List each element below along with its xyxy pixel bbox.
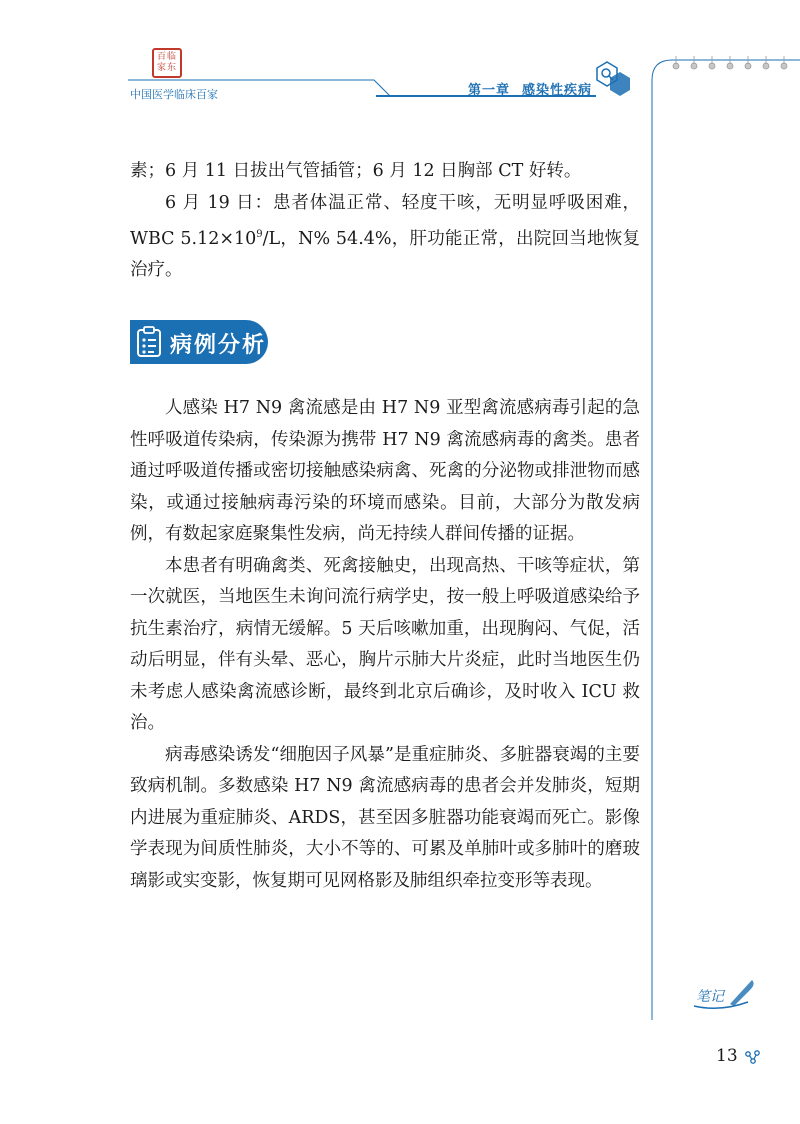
discharge-line-2: /L，N% 54.4%，肝功能正常，出院回当地恢复治疗。: [130, 228, 640, 281]
top-text-block: [130, 156, 640, 287]
paragraph-continuation: 素；6 月 11 日拔出气管插管；6 月 12 日胸部 CT 好转。: [130, 161, 582, 181]
header-decoration: [0, 0, 800, 130]
logo-text: 百临家东: [156, 52, 177, 73]
paragraph-analysis-2: 本患者有明确禽类、死禽接触史，出现高热、干咳等症状，第一次就医，当地医生未询问流行病学史，按一般上呼吸道感染给予抗生素治疗，病情无缓解。5 天后咳嗽加重，出现胸闷、气促，活动后明显，伴有头晕、恶心，胸片示肺大片炎症，此时当地医生仍未考虑人感染禽流感诊断，最终到北京后确诊，及时收入 ICU 救治。: [130, 555, 640, 733]
paragraph-discharge: [130, 188, 640, 287]
series-brand: 中国医学临床百家: [130, 88, 218, 101]
hexagon-icon: [597, 62, 630, 96]
binder-rings-icon: [673, 56, 787, 69]
chapter-label: 第一章: [468, 83, 511, 98]
discharge-line-1: 6 月 19 日：患者体温正常、轻度干咳，无明显呼吸困难，: [165, 192, 640, 213]
analysis-text-block: [130, 393, 640, 897]
publisher-logo: [152, 48, 182, 78]
page-number: [716, 1046, 761, 1066]
notes-badge: [690, 976, 758, 1016]
chapter-heading: [468, 79, 592, 98]
page-number-value: 13: [716, 1046, 738, 1066]
chapter-title: 感染性疾病: [522, 83, 593, 98]
section-heading: [130, 320, 270, 364]
wbc-exponent: 9: [256, 229, 263, 240]
molecule-icon: [745, 1050, 761, 1064]
clipboard-icon: [135, 326, 163, 358]
margin-line: [650, 120, 656, 1020]
notes-label: 笔记: [696, 989, 724, 1005]
paragraph-analysis-1: 人感染 H7 N9 禽流感是由 H7 N9 亚型禽流感病毒引起的急性呼吸道传染病，传染源为携带 H7 N9 禽流感病毒的禽类。患者通过呼吸道传播或密切接触感染病禽、死禽的分泌物或排泄物而感染，或通过接触病毒污染的环境而感染。目前，大部分为散发病例，有数起家庭聚集性发病，尚无持续人群间传播的证据。: [130, 398, 640, 544]
wbc-value: WBC 5.12×10: [130, 228, 257, 249]
paragraph-analysis-3: 病毒感染诱发“细胞因子风暴”是重症肺炎、多脏器衰竭的主要致病机制。多数感染 H7 N9 禽流感病毒的患者会并发肺炎，短期内进展为重症肺炎、ARDS，甚至因多脏器功能衰竭而死亡。影像学表现为间质性肺炎，大小不等的、可累及单肺叶或多肺叶的磨玻璃影或实变影，恢复期可见网格影及肺组织牵拉变形等表现。: [130, 744, 640, 891]
section-title: 病例分析: [170, 333, 267, 358]
